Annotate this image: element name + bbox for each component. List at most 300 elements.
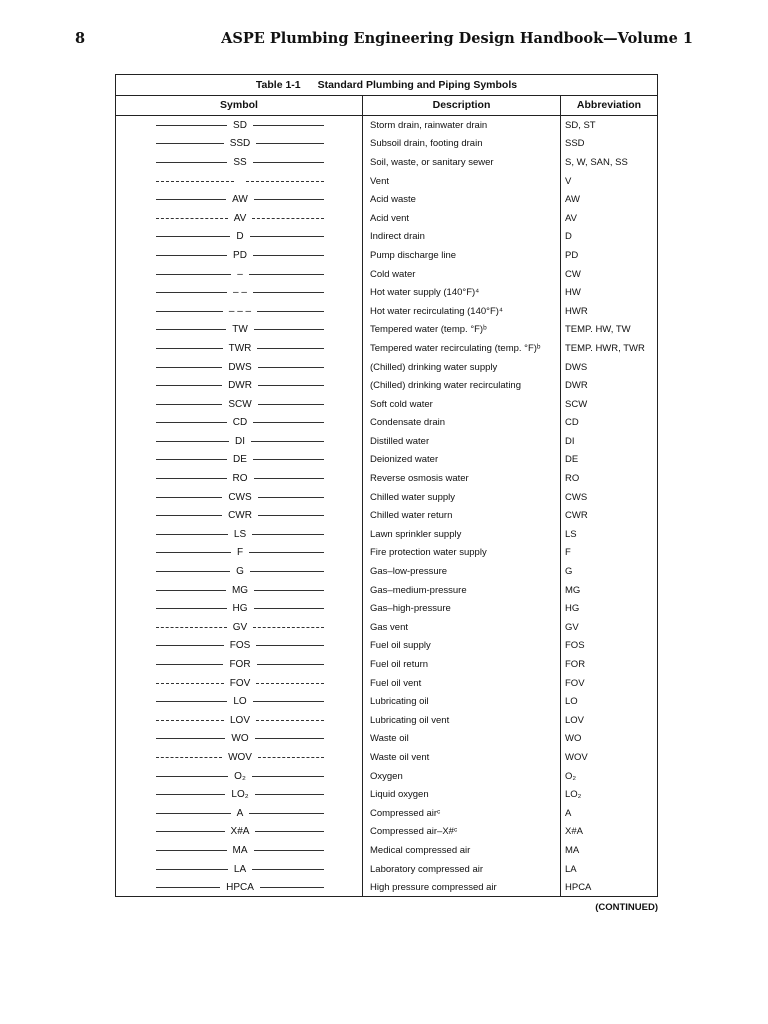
symbol-cell — [116, 804, 363, 823]
table-row — [116, 562, 657, 581]
table-row — [116, 544, 657, 563]
abbreviation-cell: O₂ — [565, 770, 577, 782]
symbol-cell — [116, 562, 363, 581]
abbreviation-cell: GV — [565, 621, 579, 633]
symbol-cell — [116, 488, 363, 507]
symbol-code: GV — [232, 621, 248, 633]
symbol-line-left — [156, 831, 225, 832]
description-cell: Liquid oxygen — [363, 785, 561, 804]
symbol-cell — [116, 692, 363, 711]
table-row — [116, 190, 657, 209]
abbreviation-cell: FOV — [565, 677, 585, 689]
abbreviation-cell: F — [565, 547, 571, 559]
symbol-code: – — [237, 268, 243, 280]
table-row — [116, 321, 657, 340]
symbol-code: FOS — [229, 640, 251, 652]
abbreviation-cell: CD — [565, 417, 579, 429]
symbol-code: SD — [233, 119, 247, 131]
symbol-line-right — [257, 311, 324, 312]
description-cell: Distilled water — [363, 432, 561, 451]
symbol-cell — [116, 265, 363, 284]
page-number: 8 — [75, 30, 86, 47]
symbol-line-right — [254, 590, 324, 591]
table-row — [116, 228, 657, 247]
symbol-line-right — [254, 199, 324, 200]
table-row — [116, 358, 657, 377]
table-row — [116, 655, 657, 674]
abbreviation-cell: LO₂ — [565, 789, 582, 801]
table-row — [116, 339, 657, 358]
symbol-cell — [116, 414, 363, 433]
symbol-line-left — [156, 459, 227, 460]
table-row — [116, 860, 657, 879]
symbol-code: PD — [233, 249, 247, 261]
symbol-line-right — [255, 738, 324, 739]
symbol-line-right — [251, 441, 324, 442]
symbol-cell — [116, 730, 363, 749]
column-header-description: Description — [363, 96, 561, 115]
abbreviation-cell: FOR — [565, 659, 586, 671]
symbol-cell — [116, 767, 363, 786]
abbreviation-cell: G — [565, 566, 573, 578]
description-cell: Waste oil — [363, 730, 561, 749]
description-cell: (Chilled) drinking water recirculating — [363, 376, 561, 395]
symbol-line-left — [156, 757, 222, 758]
symbol-code: CWR — [228, 510, 252, 522]
symbol-line-left — [156, 125, 227, 126]
symbol-line-left — [156, 794, 225, 795]
symbol-line-left — [156, 236, 230, 237]
symbol-cell — [116, 655, 363, 674]
table-row — [116, 506, 657, 525]
symbol-code: CWS — [228, 491, 252, 503]
table-row — [116, 432, 657, 451]
abbreviation-cell: LS — [565, 528, 577, 540]
symbol-code: LOV — [230, 714, 251, 726]
symbol-line-right — [258, 757, 324, 758]
symbol-line-right — [253, 162, 324, 163]
symbol-line-left — [156, 515, 222, 516]
symbol-line-right — [249, 274, 324, 275]
symbol-line-right — [254, 329, 324, 330]
symbol-code: A — [236, 807, 244, 819]
abbreviation-cell: HWR — [565, 305, 588, 317]
abbreviation-cell: TEMP. HW, TW — [565, 324, 631, 336]
symbol-line-right — [250, 571, 324, 572]
table-row — [116, 525, 657, 544]
table-row — [116, 451, 657, 470]
description-cell: Storm drain, rainwater drain — [363, 116, 561, 135]
description-cell: Lubricating oil — [363, 692, 561, 711]
description-cell: Fire protection water supply — [363, 544, 561, 563]
symbol-code: LA — [233, 863, 247, 875]
symbol-cell — [116, 878, 363, 897]
abbreviation-cell: WO — [565, 733, 582, 745]
abbreviation-cell: FOS — [565, 640, 585, 652]
symbol-line-right — [249, 552, 324, 553]
table-row — [116, 711, 657, 730]
symbol-code: HG — [232, 603, 248, 615]
symbol-cell — [116, 302, 363, 321]
description-cell: Tempered water (temp. °F)ᵇ — [363, 321, 561, 340]
abbreviation-cell: CWS — [565, 491, 588, 503]
description-cell: Oxygen — [363, 767, 561, 786]
symbol-cell — [116, 618, 363, 637]
symbol-line-left — [156, 590, 226, 591]
description-cell: Fuel oil vent — [363, 674, 561, 693]
symbol-line-left — [156, 608, 227, 609]
abbreviation-cell: CWR — [565, 510, 588, 522]
symbol-line-right — [257, 348, 324, 349]
abbreviation-cell: A — [565, 807, 572, 819]
abbreviation-cell: PD — [565, 249, 579, 261]
symbol-code: DE — [233, 454, 247, 466]
symbol-line-right — [256, 683, 324, 684]
description-cell: Compressed airᶜ — [363, 804, 561, 823]
table-row — [116, 246, 657, 265]
symbol-cell — [116, 637, 363, 656]
abbreviation-cell: HW — [565, 287, 581, 299]
symbol-line-right — [256, 645, 324, 646]
continued-note: (CONTINUED) — [595, 902, 658, 913]
abbreviation-cell: MG — [565, 584, 581, 596]
table-row — [116, 730, 657, 749]
symbol-cell — [116, 823, 363, 842]
symbol-line-left — [156, 720, 224, 721]
table-header-row — [116, 96, 657, 116]
table-row — [116, 581, 657, 600]
description-cell: Fuel oil supply — [363, 637, 561, 656]
symbol-code: LO — [233, 696, 247, 708]
description-cell: Waste oil vent — [363, 748, 561, 767]
symbol-line-right — [253, 701, 324, 702]
table-title: Standard Plumbing and Piping Symbols — [317, 79, 518, 91]
table-row — [116, 135, 657, 154]
symbol-cell — [116, 153, 363, 172]
symbol-line-right — [258, 367, 324, 368]
description-cell: Tempered water recirculating (temp. °F)ᵇ — [363, 339, 561, 358]
abbreviation-cell: MA — [565, 844, 580, 856]
symbol-line-right — [250, 236, 324, 237]
description-cell: Gas–high-pressure — [363, 599, 561, 618]
table-row — [116, 841, 657, 860]
table-row — [116, 209, 657, 228]
description-cell: Subsoil drain, footing drain — [363, 135, 561, 154]
description-cell: Cold water — [363, 265, 561, 284]
symbol-line-left — [156, 404, 222, 405]
table-body — [116, 116, 657, 897]
symbol-line-right — [252, 218, 324, 219]
abbreviation-cell: SCW — [565, 398, 588, 410]
column-header-symbol: Symbol — [116, 96, 363, 115]
table-row — [116, 618, 657, 637]
symbol-line-left — [156, 534, 228, 535]
symbol-cell — [116, 358, 363, 377]
abbreviation-cell: D — [565, 231, 572, 243]
table-row — [116, 599, 657, 618]
symbol-code: WOV — [228, 751, 252, 763]
symbol-cell — [116, 506, 363, 525]
symbol-line-right — [253, 292, 324, 293]
table-row — [116, 395, 657, 414]
symbol-cell — [116, 544, 363, 563]
description-cell: Deionized water — [363, 451, 561, 470]
description-cell: Gas–low-pressure — [363, 562, 561, 581]
column-header-abbreviation: Abbreviation — [576, 99, 642, 111]
table-row — [116, 785, 657, 804]
symbol-line-right — [249, 813, 324, 814]
symbol-line-left — [156, 218, 228, 219]
symbols-table — [115, 74, 658, 897]
table-row — [116, 767, 657, 786]
symbol-code: TW — [232, 324, 248, 336]
symbol-code: – – – — [228, 305, 252, 317]
symbol-cell — [116, 172, 363, 191]
symbol-line-right — [260, 887, 324, 888]
symbol-line-left — [156, 869, 228, 870]
symbol-line-right — [246, 181, 324, 182]
symbol-line-left — [156, 776, 228, 777]
symbol-cell — [116, 581, 363, 600]
table-row — [116, 283, 657, 302]
description-cell: Indirect drain — [363, 228, 561, 247]
symbol-line-left — [156, 627, 227, 628]
table-row — [116, 302, 657, 321]
description-cell: High pressure compressed air — [363, 878, 561, 897]
symbol-code: DWR — [228, 380, 252, 392]
symbol-cell — [116, 860, 363, 879]
symbol-line-left — [156, 683, 224, 684]
abbreviation-cell: TEMP. HWR, TWR — [565, 342, 645, 354]
symbol-cell — [116, 339, 363, 358]
abbreviation-cell: DWR — [565, 380, 588, 392]
table-number: Table 1-1 — [255, 79, 301, 91]
symbol-code: SCW — [228, 398, 252, 410]
symbol-line-left — [156, 422, 227, 423]
abbreviation-cell: X#A — [565, 826, 583, 838]
symbol-code: HPCA — [226, 882, 254, 894]
symbol-line-left — [156, 645, 224, 646]
symbol-cell — [116, 525, 363, 544]
abbreviation-cell: AW — [565, 194, 580, 206]
symbol-line-right — [258, 515, 324, 516]
abbreviation-cell: LO — [565, 696, 578, 708]
symbol-cell — [116, 376, 363, 395]
abbreviation-cell: AV — [565, 212, 577, 224]
abbreviation-cell: DWS — [565, 361, 588, 373]
symbol-line-right — [258, 404, 324, 405]
symbol-code: WO — [231, 733, 249, 745]
description-cell: Lubricating oil vent — [363, 711, 561, 730]
symbol-line-left — [156, 162, 227, 163]
page-header — [0, 30, 768, 52]
symbol-code: FOV — [229, 677, 251, 689]
symbol-line-right — [252, 869, 324, 870]
abbreviation-cell: WOV — [565, 751, 588, 763]
abbreviation-cell: DI — [565, 435, 575, 447]
symbol-line-left — [156, 385, 222, 386]
book-title: ASPE Plumbing Engineering Design Handbook—Volume 1 — [221, 30, 693, 47]
symbol-code: F — [236, 547, 244, 559]
symbol-line-right — [255, 794, 324, 795]
symbol-code: LS — [233, 528, 247, 540]
symbol-line-right — [254, 608, 325, 609]
symbol-line-left — [156, 887, 220, 888]
table-row — [116, 804, 657, 823]
table-caption — [116, 75, 657, 96]
symbol-line-left — [156, 850, 227, 851]
symbol-cell — [116, 283, 363, 302]
symbol-line-left — [156, 199, 226, 200]
table-row — [116, 674, 657, 693]
symbol-line-right — [255, 831, 324, 832]
symbol-line-left — [156, 497, 222, 498]
symbol-cell — [116, 246, 363, 265]
symbol-line-right — [253, 459, 324, 460]
symbol-cell — [116, 674, 363, 693]
table-row — [116, 748, 657, 767]
symbol-code: FOR — [229, 659, 251, 671]
symbol-line-right — [257, 664, 324, 665]
description-cell: Medical compressed air — [363, 841, 561, 860]
table-row — [116, 172, 657, 191]
symbol-cell — [116, 748, 363, 767]
symbol-line-left — [156, 478, 227, 479]
description-cell: Fuel oil return — [363, 655, 561, 674]
symbol-code: CD — [232, 417, 248, 429]
symbol-code: RO — [232, 473, 248, 485]
abbreviation-cell: DE — [565, 454, 579, 466]
table-row — [116, 878, 657, 897]
symbol-line-right — [254, 478, 325, 479]
description-cell: Hot water supply (140°F)⁴ — [363, 283, 561, 302]
description-cell: Gas–medium-pressure — [363, 581, 561, 600]
symbol-cell — [116, 209, 363, 228]
description-cell: (Chilled) drinking water supply — [363, 358, 561, 377]
symbol-code: – – — [233, 287, 247, 299]
description-cell: Vent — [363, 172, 561, 191]
table-row — [116, 823, 657, 842]
abbreviation-cell: V — [565, 175, 572, 187]
symbol-code: O₂ — [234, 770, 246, 782]
table-row — [116, 637, 657, 656]
symbol-code: LO₂ — [231, 789, 249, 801]
symbol-code: D — [236, 231, 244, 243]
symbol-code: DWS — [228, 361, 252, 373]
description-cell: Gas vent — [363, 618, 561, 637]
symbol-code: TWR — [228, 342, 252, 354]
symbol-line-left — [156, 274, 231, 275]
symbol-line-left — [156, 367, 222, 368]
symbol-cell — [116, 451, 363, 470]
symbol-line-left — [156, 255, 227, 256]
description-cell: Compressed air–X#ᶜ — [363, 823, 561, 842]
abbreviation-cell: LA — [565, 863, 577, 875]
symbol-cell — [116, 841, 363, 860]
symbol-line-left — [156, 329, 226, 330]
symbol-line-right — [253, 125, 324, 126]
symbol-line-left — [156, 664, 223, 665]
symbol-cell — [116, 321, 363, 340]
symbol-line-right — [252, 534, 324, 535]
table-row — [116, 414, 657, 433]
symbol-code: X#A — [230, 826, 250, 838]
symbol-cell — [116, 711, 363, 730]
symbol-cell — [116, 432, 363, 451]
symbol-code: SS — [233, 156, 247, 168]
abbreviation-cell: HPCA — [565, 882, 592, 894]
abbreviation-cell: HG — [565, 603, 580, 615]
table-row — [116, 488, 657, 507]
symbol-cell — [116, 469, 363, 488]
table-row — [116, 469, 657, 488]
table-row — [116, 265, 657, 284]
symbol-line-right — [258, 497, 324, 498]
description-cell: Laboratory compressed air — [363, 860, 561, 879]
symbol-line-right — [253, 422, 324, 423]
symbol-line-right — [256, 143, 324, 144]
symbol-code: MA — [232, 844, 248, 856]
symbol-cell — [116, 599, 363, 618]
symbol-cell — [116, 116, 363, 135]
description-cell: Acid waste — [363, 190, 561, 209]
description-cell: Condensate drain — [363, 414, 561, 433]
abbreviation-cell: RO — [565, 473, 580, 485]
symbol-code: AW — [232, 194, 248, 206]
symbol-code: MG — [231, 584, 249, 596]
abbreviation-cell: LOV — [565, 714, 585, 726]
symbol-line-right — [258, 385, 324, 386]
symbol-cell — [116, 785, 363, 804]
table-row — [116, 376, 657, 395]
symbol-line-right — [256, 720, 324, 721]
description-cell: Chilled water supply — [363, 488, 561, 507]
abbreviation-cell: S, W, SAN, SS — [565, 156, 628, 168]
symbol-line-left — [156, 738, 225, 739]
symbol-line-left — [156, 292, 227, 293]
description-cell: Soft cold water — [363, 395, 561, 414]
symbol-cell — [116, 228, 363, 247]
symbol-line-left — [156, 552, 231, 553]
symbol-line-right — [252, 776, 324, 777]
abbreviation-cell: SD, ST — [565, 119, 596, 131]
symbol-cell — [116, 135, 363, 154]
symbol-line-right — [253, 255, 324, 256]
description-cell: Reverse osmosis water — [363, 469, 561, 488]
symbol-line-left — [156, 143, 224, 144]
symbol-line-left — [156, 348, 223, 349]
symbol-code: AV — [233, 212, 247, 224]
table-row — [116, 692, 657, 711]
symbol-line-left — [156, 813, 231, 814]
description-cell: Pump discharge line — [363, 246, 561, 265]
symbol-line-right — [254, 850, 325, 851]
symbol-line-left — [156, 181, 234, 182]
description-cell: Chilled water return — [363, 506, 561, 525]
symbol-cell — [116, 190, 363, 209]
symbol-cell — [116, 395, 363, 414]
symbol-code: SSD — [229, 138, 251, 150]
abbreviation-cell: CW — [565, 268, 581, 280]
table-row — [116, 116, 657, 135]
description-cell: Lawn sprinkler supply — [363, 525, 561, 544]
symbol-code: G — [236, 566, 244, 578]
symbol-line-left — [156, 311, 223, 312]
table-row — [116, 153, 657, 172]
symbol-code: DI — [235, 435, 245, 447]
symbol-line-left — [156, 571, 230, 572]
description-cell: Hot water recirculating (140°F)⁴ — [363, 302, 561, 321]
